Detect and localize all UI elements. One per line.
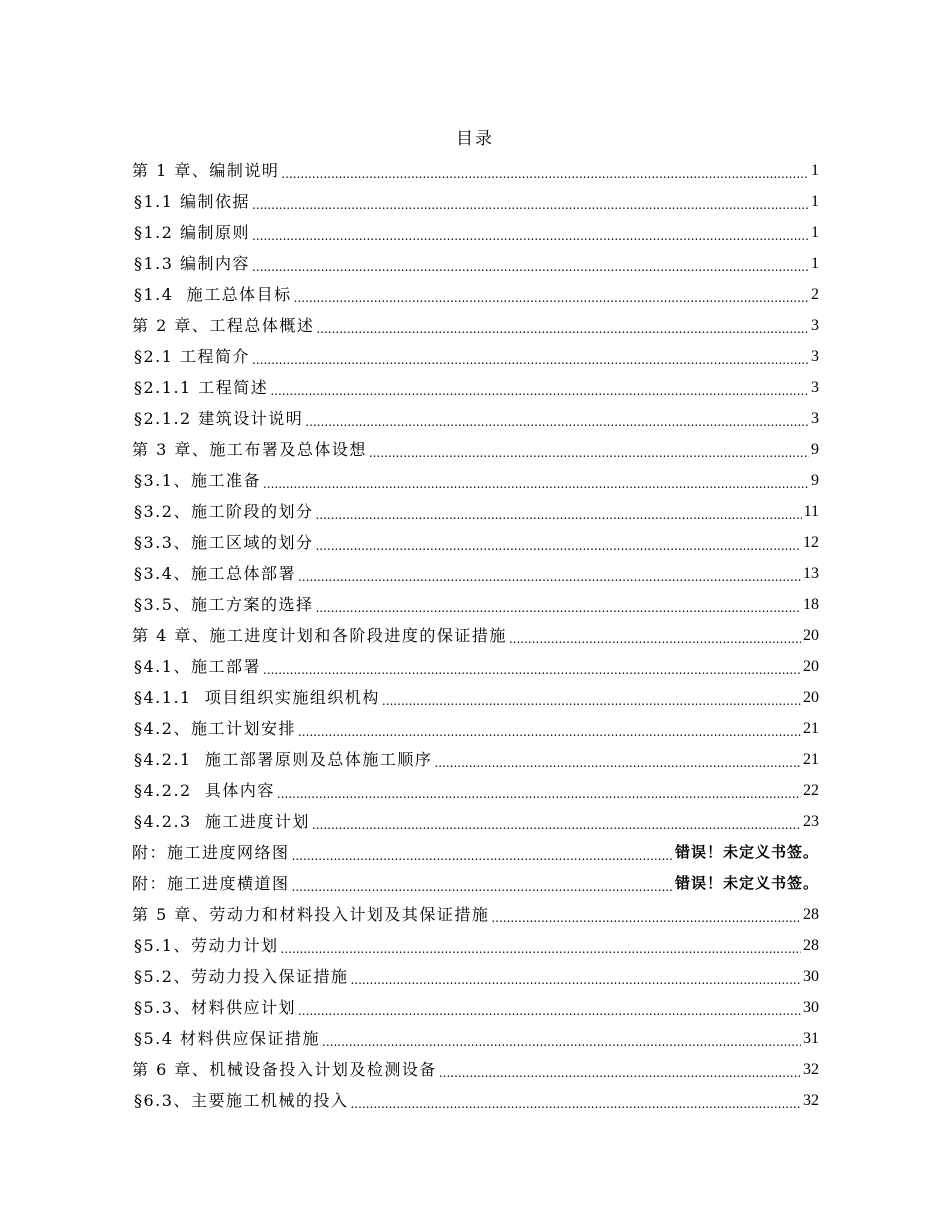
toc-entry-label: §2.1.2 建筑设计说明	[134, 409, 304, 428]
toc-entry[interactable]	[132, 465, 819, 496]
toc-entry-label: 第 5 章、劳动力和材料投入计划及其保证措施	[132, 905, 490, 924]
toc-dot-leader	[281, 162, 809, 186]
toc-entry-label: §4.2、施工计划安排	[134, 719, 296, 738]
toc-entry-page-number: 28	[803, 937, 819, 954]
toc-entry-label: 第 2 章、工程总体概述	[132, 316, 315, 335]
toc-dot-leader	[305, 410, 809, 434]
toc-entry-page-number: 3	[811, 348, 819, 365]
toc-entry[interactable]	[132, 682, 819, 713]
toc-entry-label: §3.3、施工区域的划分	[134, 533, 314, 552]
toc-entry-page-number: 9	[811, 441, 819, 458]
toc-dot-leader	[434, 751, 801, 775]
toc-dot-leader	[252, 348, 809, 372]
toc-entry-page-number: 20	[803, 658, 819, 675]
toc-dot-leader	[350, 1092, 801, 1116]
toc-entry-label: §4.2.1 施工部署原则及总体施工顺序	[134, 750, 433, 769]
toc-entry-label: §5.1、劳动力计划	[134, 936, 279, 955]
toc-dot-leader	[322, 1030, 801, 1054]
toc-dot-leader	[350, 968, 801, 992]
toc-dot-leader	[294, 286, 809, 310]
toc-entry-label: §3.5、施工方案的选择	[134, 595, 314, 614]
toc-dot-leader	[382, 689, 801, 713]
toc-entry-error-text: 错误！未定义书签。	[674, 874, 819, 892]
toc-dot-leader	[298, 999, 801, 1023]
toc-entry-page-number: 31	[803, 1030, 819, 1047]
toc-entry-label: §5.2、劳动力投入保证措施	[134, 967, 349, 986]
toc-entry-page-number: 18	[803, 596, 819, 613]
toc-entry[interactable]	[132, 527, 819, 558]
toc-entry-error-text: 错误！未定义书签。	[674, 843, 819, 861]
toc-entry[interactable]	[132, 217, 819, 248]
toc-dot-leader	[263, 472, 809, 496]
toc-entry-page-number: 30	[803, 968, 819, 985]
toc-entry-page-number: 21	[803, 751, 819, 768]
toc-entry[interactable]	[132, 713, 819, 744]
toc-entry[interactable]	[132, 806, 819, 837]
toc-entry[interactable]	[132, 775, 819, 806]
toc-entry[interactable]	[132, 1054, 819, 1085]
toc-dot-leader	[270, 379, 809, 403]
toc-entry[interactable]	[132, 899, 819, 930]
toc-entry-page-number: 12	[803, 534, 819, 551]
toc-entry-label: §1.4 施工总体目标	[134, 285, 292, 304]
toc-entry-label: §2.1.1 工程简述	[134, 378, 269, 397]
toc-entry[interactable]	[132, 496, 819, 527]
toc-dot-leader	[439, 1061, 801, 1085]
toc-entry-page-number: 1	[811, 255, 819, 272]
toc-dot-leader	[315, 596, 801, 620]
toc-entry[interactable]	[132, 930, 819, 961]
toc-dot-leader	[292, 844, 673, 868]
toc-entry-label: 附：施工进度网络图	[132, 843, 290, 862]
toc-entry-page-number: 3	[811, 317, 819, 334]
toc-entry[interactable]	[132, 403, 819, 434]
toc-entry-page-number: 23	[803, 813, 819, 830]
toc-entry-label: §4.2.2 具体内容	[134, 781, 275, 800]
toc-title: 目录	[456, 129, 494, 149]
toc-dot-leader	[315, 503, 801, 527]
toc-entry[interactable]	[132, 341, 819, 372]
toc-entry-page-number: 32	[803, 1061, 819, 1078]
toc-entry-label: §3.2、施工阶段的划分	[134, 502, 314, 521]
toc-entry-page-number: 3	[811, 410, 819, 427]
toc-dot-leader	[298, 720, 801, 744]
toc-entry-page-number: 13	[803, 565, 819, 582]
toc-entry[interactable]	[132, 1085, 819, 1116]
toc-dot-leader	[316, 317, 809, 341]
toc-dot-leader	[280, 937, 801, 961]
toc-entry-page-number: 11	[803, 503, 819, 520]
toc-entry[interactable]	[132, 186, 819, 217]
toc-entry-label: §5.3、材料供应计划	[134, 998, 296, 1017]
toc-dot-leader	[312, 813, 801, 837]
toc-entry[interactable]	[132, 558, 819, 589]
toc-dot-leader	[252, 224, 809, 248]
toc-entry-label: §3.4、施工总体部署	[134, 564, 296, 583]
table-of-contents	[132, 155, 819, 1116]
toc-entry-label: 第 3 章、施工布署及总体设想	[132, 440, 367, 459]
toc-entry-label: §5.4 材料供应保证措施	[134, 1029, 321, 1048]
toc-dot-leader	[252, 255, 809, 279]
toc-entry[interactable]	[132, 837, 819, 868]
toc-entry[interactable]	[132, 992, 819, 1023]
toc-entry-page-number: 2	[811, 286, 819, 303]
toc-dot-leader	[491, 906, 801, 930]
toc-entry-page-number: 1	[811, 224, 819, 241]
toc-entry-page-number: 30	[803, 999, 819, 1016]
toc-entry-page-number: 32	[803, 1092, 819, 1109]
toc-entry[interactable]	[132, 868, 819, 899]
toc-entry-label: 附：施工进度横道图	[132, 874, 290, 893]
toc-entry-page-number: 9	[811, 472, 819, 489]
toc-entry[interactable]	[132, 434, 819, 465]
toc-entry-page-number: 20	[803, 689, 819, 706]
toc-entry-page-number: 28	[803, 906, 819, 923]
toc-entry-label: §4.2.3 施工进度计划	[134, 812, 310, 831]
toc-entry-label: §1.1 编制依据	[134, 192, 251, 211]
toc-entry-label: §3.1、施工准备	[134, 471, 261, 490]
toc-entry-label: §4.1、施工部署	[134, 657, 261, 676]
toc-entry[interactable]	[132, 589, 819, 620]
toc-dot-leader	[252, 193, 809, 217]
toc-entry[interactable]	[132, 372, 819, 403]
toc-entry-label: §1.3 编制内容	[134, 254, 251, 273]
toc-entry[interactable]	[132, 248, 819, 279]
toc-entry[interactable]	[132, 310, 819, 341]
toc-entry-label: 第 6 章、机械设备投入计划及检测设备	[132, 1060, 437, 1079]
toc-entry[interactable]	[132, 744, 819, 775]
toc-dot-leader	[263, 658, 801, 682]
toc-entry[interactable]	[132, 651, 819, 682]
toc-dot-leader	[369, 441, 809, 465]
toc-entry-page-number: 20	[803, 627, 819, 644]
toc-dot-leader	[298, 565, 801, 589]
toc-entry-label: §6.3、主要施工机械的投入	[134, 1091, 349, 1110]
toc-entry-label: §4.1.1 项目组织实施组织机构	[134, 688, 380, 707]
toc-entry-label: 第 4 章、施工进度计划和各阶段进度的保证措施	[132, 626, 507, 645]
toc-entry-page-number: 3	[811, 379, 819, 396]
toc-dot-leader	[277, 782, 801, 806]
toc-entry-page-number: 1	[811, 162, 819, 179]
toc-entry-label: 第 1 章、编制说明	[132, 161, 280, 180]
toc-entry-page-number: 1	[811, 193, 819, 210]
toc-entry-page-number: 22	[803, 782, 819, 799]
toc-dot-leader	[315, 534, 801, 558]
toc-entry-label: §1.2 编制原则	[134, 223, 251, 242]
toc-dot-leader	[292, 875, 673, 899]
toc-entry[interactable]	[132, 961, 819, 992]
toc-dot-leader	[509, 627, 801, 651]
toc-entry-page-number: 21	[803, 720, 819, 737]
toc-entry[interactable]	[132, 620, 819, 651]
toc-entry[interactable]	[132, 155, 819, 186]
toc-entry-label: §2.1 工程简介	[134, 347, 251, 366]
toc-entry[interactable]	[132, 279, 819, 310]
toc-entry[interactable]	[132, 1023, 819, 1054]
